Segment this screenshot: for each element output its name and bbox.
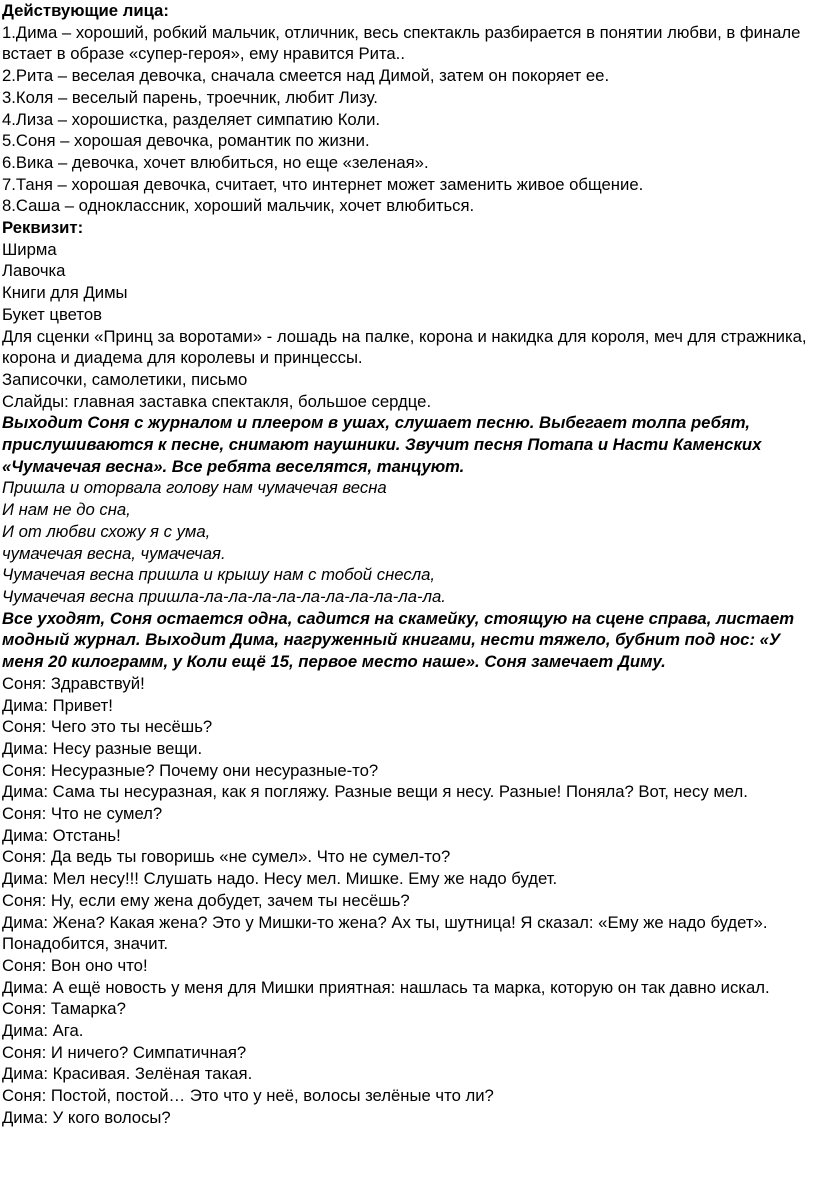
- cast-item: 6.Вика – девочка, хочет влюбиться, но еще «зеленая».: [2, 152, 429, 172]
- dialogue-line: Соня: Вон оно что!: [2, 955, 148, 975]
- props-heading: Реквизит:: [2, 218, 84, 238]
- props-item: Записочки, самолетики, письмо: [2, 369, 248, 389]
- song-line: чумачечая весна, чумачечая.: [2, 543, 226, 563]
- props-item: Букет цветов: [2, 304, 102, 324]
- dialogue-line: Соня: И ничего? Симпатичная?: [2, 1042, 247, 1062]
- song-line: И нам не до сна,: [2, 500, 131, 520]
- dialogue-line: Дима: Сама ты несуразная, как я погляжу. Разные вещи я несу. Разные! Поняла? Вот, несу мел.: [2, 782, 748, 802]
- dialogue-line: Соня: Постой, постой… Это что у неё, волосы зелёные что ли?: [2, 1086, 494, 1106]
- props-item: Слайды: главная заставка спектакля, большое сердце.: [2, 391, 432, 411]
- dialogue-line: Дима: Отстань!: [2, 825, 121, 845]
- dialogue-line: Дима: Несу разные вещи.: [2, 738, 203, 758]
- song-line: Чумачечая весна пришла и крышу нам с тобой снесла,: [2, 565, 436, 585]
- cast-item: 2.Рита – веселая девочка, сначала смеется над Димой, затем он покоряет ее.: [2, 66, 610, 86]
- cast-heading: Действующие лица:: [2, 1, 169, 20]
- cast-item: 8.Саша – одноклассник, хороший мальчик, хочет влюбиться.: [2, 196, 475, 216]
- song-line: И от любви схожу я с ума,: [2, 521, 211, 541]
- dialogue-line: Дима: Красивая. Зелёная такая.: [2, 1064, 253, 1084]
- song-line: Чумачечая весна пришла-ла-ла-ла-ла-ла-ла-ла-ла-ла-ла.: [2, 586, 446, 606]
- cast-item: 7.Таня – хорошая девочка, считает, что интернет может заменить живое общение.: [2, 174, 644, 194]
- dialogue-line: Соня: Несуразные? Почему они несуразные-то?: [2, 760, 379, 780]
- dialogue-line: Дима: Мел несу!!! Слушать надо. Несу мел. Мишке. Ему же надо будет.: [2, 869, 558, 889]
- dialogue-line: Дима: Жена? Какая жена? Это у Мишки-то жена? Ах ты, шутница! Я сказал: «Ему же надо будет». Понадобится, значит.: [2, 912, 768, 954]
- dialogue-line: Соня: Да ведь ты говоришь «не сумел». Что не сумел-то?: [2, 847, 451, 867]
- dialogue-line: Соня: Чего это ты несёшь?: [2, 717, 213, 737]
- song-line: Пришла и оторвала голову нам чумачечая весна: [2, 478, 387, 498]
- dialogue-line: Соня: Ну, если ему жена добудет, зачем ты несёшь?: [2, 890, 410, 910]
- dialogue-line: Дима: Привет!: [2, 695, 113, 715]
- props-item: Лавочка: [2, 261, 66, 281]
- stage-direction: Все уходят, Соня остается одна, садится на скамейку, стоящую на сцене справа, листает модный журнал. Выходит Дима, нагруженный книгами, нести тяжело, бубнит под нос: «У меня 20 килограмм, у Коли ещё 15, первое место наше». Соня замечает Диму.: [2, 608, 795, 672]
- props-item: Книги для Димы: [2, 283, 128, 303]
- cast-item: 5.Соня – хорошая девочка, романтик по жизни.: [2, 131, 370, 151]
- props-item: Ширма: [2, 239, 57, 259]
- dialogue-line: Соня: Тамарка?: [2, 999, 126, 1019]
- cast-item: 1.Дима – хороший, робкий мальчик, отличник, весь спектакль разбирается в понятии любви, в финале встает в образе «супер-героя», ему нравится Рита..: [2, 22, 801, 64]
- cast-item: 3.Коля – веселый парень, троечник, любит Лизу.: [2, 87, 378, 107]
- cast-item: 4.Лиза – хорошистка, разделяет симпатию Коли.: [2, 109, 381, 129]
- dialogue-line: Дима: А ещё новость у меня для Мишки приятная: нашлась та марка, которую он так давно искал.: [2, 977, 770, 997]
- dialogue-line: Соня: Здравствуй!: [2, 673, 145, 693]
- dialogue-line: Дима: У кого волосы?: [2, 1107, 171, 1127]
- stage-direction: Выходит Соня с журналом и плеером в ушах, слушает песню. Выбегает толпа ребят, прислушиваются к песне, снимают наушники. Звучит песня Потапа и Насти Каменских «Чумачечая весна». Все ребята веселятся, танцуют.: [2, 413, 762, 476]
- dialogue-line: Дима: Ага.: [2, 1021, 84, 1041]
- dialogue-line: Соня: Что не сумел?: [2, 804, 163, 824]
- props-item: Для сценки «Принц за воротами» - лошадь на палке, корона и накидка для короля, меч для стражника, корона и диадема для королевы и принцессы.: [2, 326, 807, 368]
